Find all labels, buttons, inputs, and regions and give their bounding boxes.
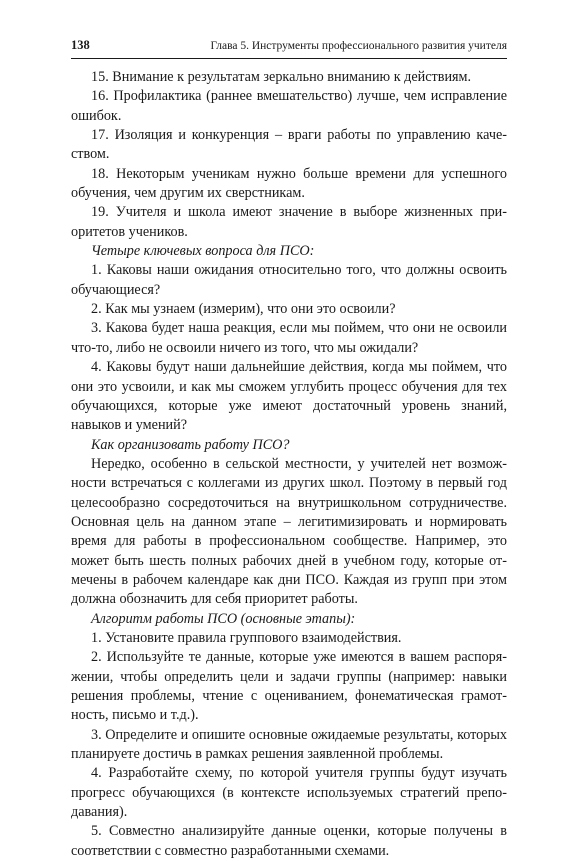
step-1: 1. Установите правила группового взаимодействия. — [91, 629, 402, 646]
section-heading-algorithm: Алгоритм работы ПСО (основные этапы): — [91, 610, 356, 627]
list-item-17: 17. Изоляция и конкуренция – враги работы по управлению качеством. — [71, 127, 507, 163]
step-3: 3. Определите и опишите основные ожидаемые результаты, которых планируете достичь в рамках решения заявленной проблемы. — [71, 726, 507, 763]
running-title: Глава 5. Инструменты профессионального развития учителя — [210, 40, 507, 52]
step-5: 5. Совместно анализируйте данные оценки, которые получены в соответствии с совместно разработанными схемами. — [71, 823, 507, 859]
step-2: 2. Используйте те данные, которые уже имеются в вашем распоряжении, чтобы определить цели и задачи группы (например: навыки решения проблемы, чтение с оцениванием, фонематическая грамотность, письмо и т.д.). — [71, 649, 507, 724]
section-heading-organize: Как организовать работу ПСО? — [91, 436, 290, 453]
running-header — [71, 38, 507, 59]
question-1: 1. Каковы наши ожидания относительно того, что должны освоить обучающиеся? — [71, 262, 507, 298]
section-heading-key-questions: Четыре ключевых вопроса для ПСО: — [91, 243, 315, 260]
step-4: 4. Разработайте схему, по которой учителя группы будут изучать прогресс обучающихся (в контексте используемых стратегий преподавания). — [71, 765, 507, 821]
body-paragraph-organize: Нередко, особенно в сельской местности, у учителей нет возможности встречаться с коллегами из других школ. Поэтому в первый год целесообразно сосредоточиться на внутришкольном сотрудничестве. Основная цель на данном этапе – легитимизировать и нормировать время для работы в профессиональном сообществе. Например, это может быть шесть полных рабочих дней в учебном году, которые отмечены в рабочем календаре как дни ПСО. Каждая из групп при этом должна обозначить для себя приоритет работы. — [71, 455, 507, 608]
question-2: 2. Как мы узнаем (измерим), что они это освоили? — [91, 301, 396, 318]
book-page — [71, 38, 507, 861]
list-item-19: 19. Учителя и школа имеют значение в выборе жизненных приоритетов учеников. — [71, 204, 507, 240]
page-body — [71, 68, 507, 861]
list-item-18: 18. Некоторым ученикам нужно больше времени для успешного обучения, чем другим их сверстникам. — [71, 165, 507, 202]
question-3: 3. Какова будет наша реакция, если мы поймем, что они не освоили что-то, либо не освоили ничего из того, что мы ожидали? — [71, 320, 507, 356]
question-4: 4. Каковы будут наши дальнейшие действия, когда мы поймем, что они это усвоили, и как мы сможем углубить процесс обучения для тех обучающихся, которые уже имеют достаточный уровень знаний, навыков и умений? — [71, 359, 507, 434]
list-item-16: 16. Профилактика (раннее вмешательство) лучше, чем исправление ошибок. — [71, 88, 507, 124]
page-number: 138 — [71, 38, 90, 52]
list-item-15: 15. Внимание к результатам зеркально вниманию к действиям. — [91, 69, 472, 85]
